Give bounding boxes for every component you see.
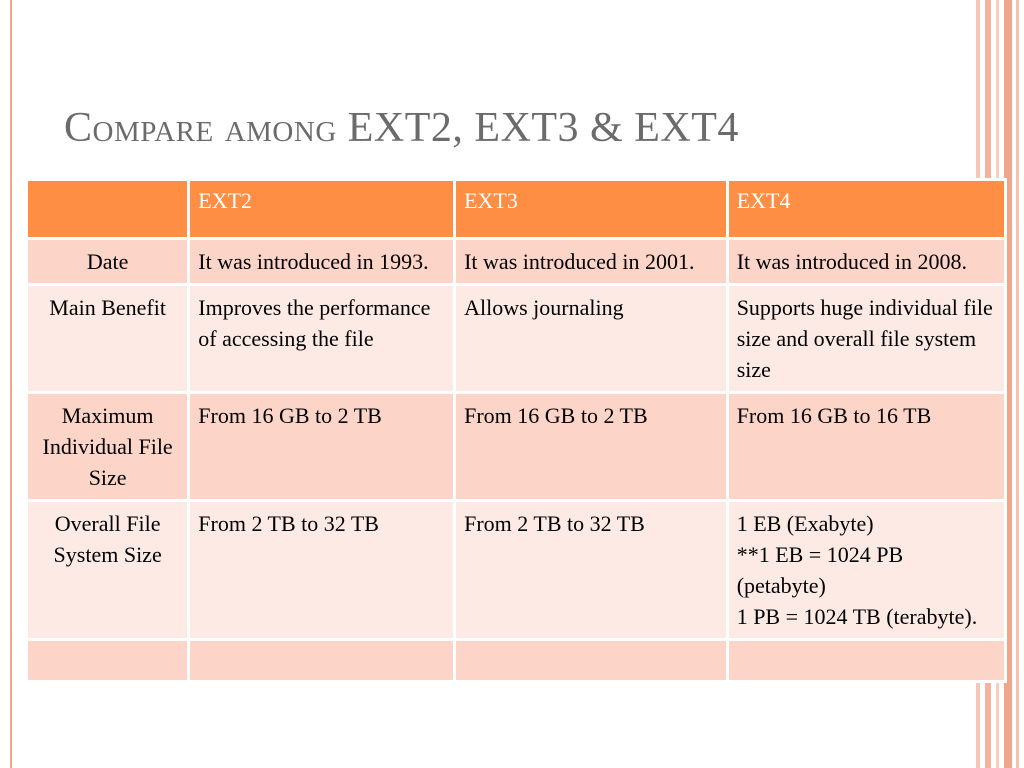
left-decorative-line xyxy=(10,0,12,768)
cell-maxsize-ext3: From 16 GB to 2 TB xyxy=(455,393,728,501)
header-cell-empty xyxy=(27,180,189,239)
header-cell-ext3: EXT3 xyxy=(455,180,728,239)
cell-overall-ext4 xyxy=(727,501,1005,640)
table-header-row xyxy=(27,180,1006,239)
table-row xyxy=(27,501,1006,640)
cell-date-ext2: It was introduced in 1993. xyxy=(189,239,455,285)
slide-title xyxy=(64,104,739,152)
empty-cell xyxy=(189,640,455,682)
title-rest: EXT2, EXT3 & EXT4 xyxy=(336,105,739,151)
row-label-date: Date xyxy=(27,239,189,285)
title-small-caps: Compare among xyxy=(64,105,337,151)
header-cell-ext2: EXT2 xyxy=(189,180,455,239)
empty-cell xyxy=(455,640,728,682)
overall-ext4-line: 1 EB (Exabyte) xyxy=(736,511,874,536)
decor-bar xyxy=(1016,0,1019,768)
comparison-table xyxy=(25,178,1007,683)
row-label-main-benefit: Main Benefit xyxy=(27,285,189,393)
cell-maxsize-ext4: From 16 GB to 16 TB xyxy=(727,393,1005,501)
cell-overall-ext2: From 2 TB to 32 TB xyxy=(189,501,455,640)
table-row xyxy=(27,393,1006,501)
empty-cell xyxy=(27,640,189,682)
overall-ext4-line: **1 EB = 1024 PB (petabyte) xyxy=(736,542,904,598)
cell-date-ext3: It was introduced in 2001. xyxy=(455,239,728,285)
table-row-empty xyxy=(27,640,1006,682)
row-label-max-file-size: Maximum Individual File Size xyxy=(27,393,189,501)
cell-benefit-ext4: Supports huge individual file size and overall file system size xyxy=(727,285,1005,393)
cell-benefit-ext2: Improves the performance of accessing the file xyxy=(189,285,455,393)
overall-ext4-line: 1 PB = 1024 TB (terabyte). xyxy=(736,604,978,629)
cell-overall-ext3: From 2 TB to 32 TB xyxy=(455,501,728,640)
table-row xyxy=(27,239,1006,285)
empty-cell xyxy=(727,640,1005,682)
table-row xyxy=(27,285,1006,393)
cell-maxsize-ext2: From 16 GB to 2 TB xyxy=(189,393,455,501)
cell-benefit-ext3: Allows journaling xyxy=(455,285,728,393)
row-label-overall-size: Overall File System Size xyxy=(27,501,189,640)
cell-date-ext4: It was introduced in 2008. xyxy=(727,239,1005,285)
header-cell-ext4: EXT4 xyxy=(727,180,1005,239)
